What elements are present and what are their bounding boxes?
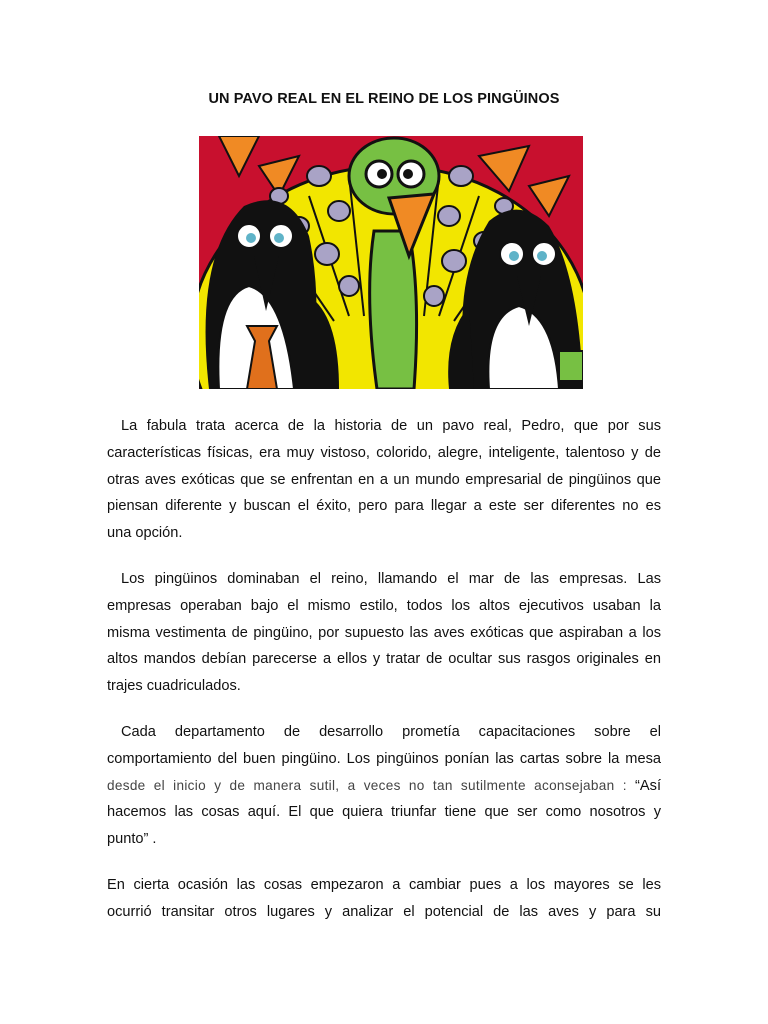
quote-start: “Así <box>635 777 661 794</box>
text-line: En cierta ocasión las cosas empezaron a cambiar pues a los mayores se les <box>107 877 661 893</box>
paragraph-1 <box>107 413 661 547</box>
peacock-penguins-illustration <box>199 136 583 389</box>
text-line: hacemos las cosas aquí. El que quiera triunfar tiene que ser como nosotros y <box>107 804 661 821</box>
left-penguin-pupil <box>246 233 256 243</box>
text-line: una opción. <box>107 525 183 542</box>
text-line: Los pingüinos dominaban el reino, llamando el mar de las empresas. Las <box>121 571 661 587</box>
left-penguin-tie <box>247 326 277 389</box>
document-title: UN PAVO REAL EN EL REINO DE LOS PINGÜINOS <box>208 91 560 107</box>
illustration-svg <box>199 136 583 389</box>
text-line: Cada departamento de desarrollo prometía capacitaciones sobre el <box>121 724 661 740</box>
peacock-pupil <box>403 169 413 179</box>
text-line: empresas operaban bajo el mismo estilo, todos los altos ejecutivos usaban la <box>107 597 661 614</box>
paragraph-2 <box>107 566 661 700</box>
text-line: misma vestimenta de pingüino, por supuesto las aves exóticas que aspiraban a los <box>107 624 661 641</box>
text-line: ocurrió transitar otros lugares y analizar el potencial de las aves y para su <box>107 903 661 920</box>
text-line: otras aves exóticas que se enfrentan en a un mundo empresarial de pingüinos que <box>107 471 661 488</box>
text-line: La fabula trata acerca de la historia de un pavo real, Pedro, que por sus <box>121 418 661 434</box>
right-penguin-pupil <box>537 251 547 261</box>
text-line: piensan diferente y buscan el éxito, pero para llegar a este ser diferentes no es <box>107 498 661 515</box>
left-penguin-pupil <box>274 233 284 243</box>
peacock-pupil <box>377 169 387 179</box>
right-penguin-pupil <box>509 251 519 261</box>
paragraph-3 <box>107 719 661 853</box>
text-line: punto” . <box>107 831 157 848</box>
paragraph-4 <box>107 872 661 926</box>
text-line-mixed <box>107 773 661 800</box>
text-line: altos mandos debían parecerse a ellos y tratar de ocultar sus rasgos originales en <box>107 651 661 668</box>
text-line: comportamiento del buen pingüino. Los pingüinos ponían las cartas sobre la mesa <box>107 750 661 767</box>
text-line: trajes cuadriculados. <box>107 678 241 695</box>
light-text: desde el inicio y de manera sutil, a veces no tan sutilmente aconsejaban : <box>107 777 627 793</box>
text-line: características físicas, era muy vistoso, colorido, alegre, inteligente, talentoso y de <box>107 444 661 461</box>
green-cuff <box>559 351 583 381</box>
